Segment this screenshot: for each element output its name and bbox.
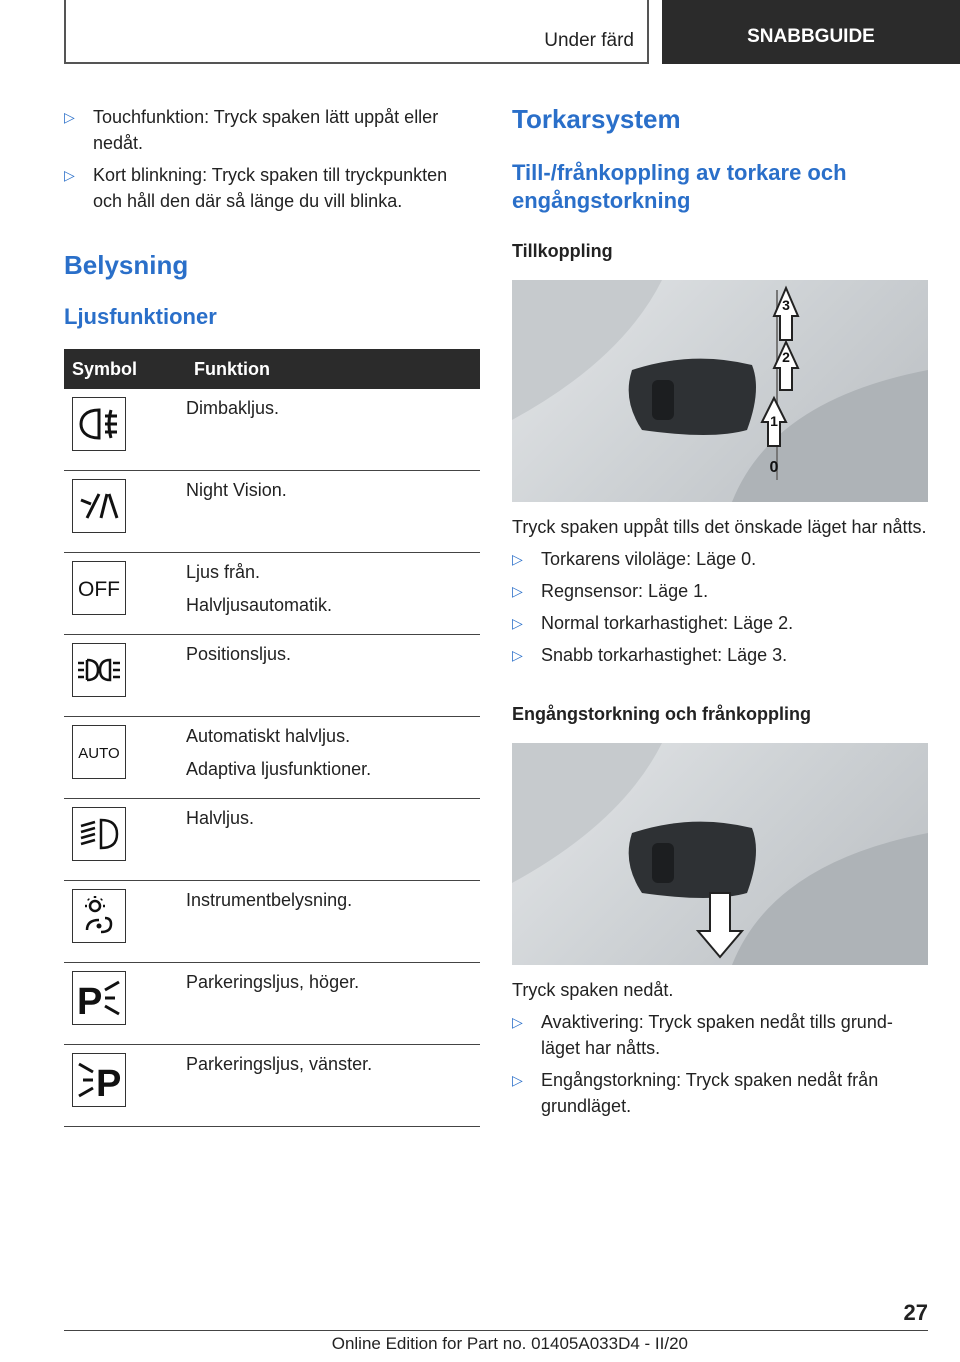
subsection-title: Tillkoppling: [512, 241, 613, 261]
parking-light-right-icon: [72, 971, 126, 1025]
list-item: ▷ Engångstorkning: Tryck spaken nedåt från grundläget.: [512, 1067, 928, 1119]
wiper-lever-down-image: [512, 743, 928, 965]
triangle-bullet-icon: ▷: [64, 109, 75, 125]
list-item: ▷ Avaktivering: Tryck spaken nedåt tills grund-läget har nåtts.: [512, 1009, 928, 1061]
position-label: 0: [769, 459, 779, 476]
position-label: 1: [770, 413, 778, 429]
parking-light-left-icon: [72, 1053, 126, 1107]
wiper-lever-up-image: [512, 280, 928, 502]
section-subheading: Till-/frånkoppling av torkare och engångstorkning: [512, 160, 847, 213]
instruction-text: Tryck spaken uppåt tills det önskade läget har nåtts.: [512, 517, 927, 537]
light-functions-table: [64, 349, 480, 1127]
footer-edition: Online Edition for Part no. 01405A033D4 - II/20: [331, 1334, 688, 1353]
list-item: ▷ Kort blinkning: Tryck spaken till tryckpunkten och håll den där så länge du vill blinka.: [64, 162, 480, 214]
instrument-lighting-icon: [72, 889, 126, 943]
page-number: 27: [903, 1300, 928, 1325]
col-header-function: Funktion: [186, 349, 480, 389]
table-row: Instrumentbelysning.: [64, 881, 480, 963]
list-item: ▷ Normal torkarhastighet: Läge 2.: [512, 610, 928, 636]
position-lights-icon: [72, 643, 126, 697]
table-row: Night Vision.: [64, 471, 480, 553]
subsection-title: Engångstorkning och frånkoppling: [512, 704, 811, 724]
fog-light-icon: [72, 397, 126, 451]
table-row: P Parkeringsljus, höger.: [64, 963, 480, 1045]
svg-text:OFF: OFF: [78, 578, 120, 600]
left-column: [64, 104, 480, 1127]
table-row: Dimbakljus.: [64, 389, 480, 471]
list-item: ▷ Torkarens viloläge: Läge 0.: [512, 546, 928, 572]
list-item: ▷ Snabb torkarhastighet: Läge 3.: [512, 642, 928, 668]
right-column: [512, 104, 928, 1125]
list-item: ▷ Regnsensor: Läge 1.: [512, 578, 928, 604]
triangle-bullet-icon: ▷: [512, 1014, 523, 1030]
instruction-text: Tryck spaken nedåt.: [512, 980, 674, 1000]
triangle-bullet-icon: ▷: [512, 1072, 523, 1088]
section-subheading: Ljusfunktioner: [64, 304, 217, 329]
triangle-bullet-icon: ▷: [64, 167, 75, 183]
table-row: AUTO Automatiskt halvljus. Adaptiva ljusfunktioner.: [64, 717, 480, 799]
triangle-bullet-icon: ▷: [512, 583, 523, 599]
night-vision-icon: [72, 479, 126, 533]
svg-text:P: P: [77, 981, 103, 1020]
off-icon: [72, 561, 126, 615]
section-heading: Belysning: [64, 250, 189, 280]
svg-text:P: P: [96, 1063, 122, 1102]
position-label: 2: [782, 349, 790, 365]
header-tab: SNABBGUIDE: [662, 0, 960, 64]
svg-text:AUTO: AUTO: [78, 745, 120, 762]
auto-icon: [72, 725, 126, 779]
triangle-bullet-icon: ▷: [512, 647, 523, 663]
footer-divider: [64, 1330, 928, 1331]
table-row: OFF Ljus från. Halvljusautomatik.: [64, 553, 480, 635]
table-row: P Parkeringsljus, vänster.: [64, 1045, 480, 1127]
triangle-bullet-icon: ▷: [512, 551, 523, 567]
col-header-symbol: Symbol: [64, 349, 186, 389]
list-item: ▷ Touchfunktion: Tryck spaken lätt uppåt eller nedåt.: [64, 104, 480, 156]
section-heading: Torkarsystem: [512, 104, 681, 134]
position-label: 3: [782, 297, 790, 313]
triangle-bullet-icon: ▷: [512, 615, 523, 631]
table-row: Halvljus.: [64, 799, 480, 881]
low-beam-icon: [72, 807, 126, 861]
header-section-title: Under färd: [544, 30, 634, 51]
table-row: Positionsljus.: [64, 635, 480, 717]
